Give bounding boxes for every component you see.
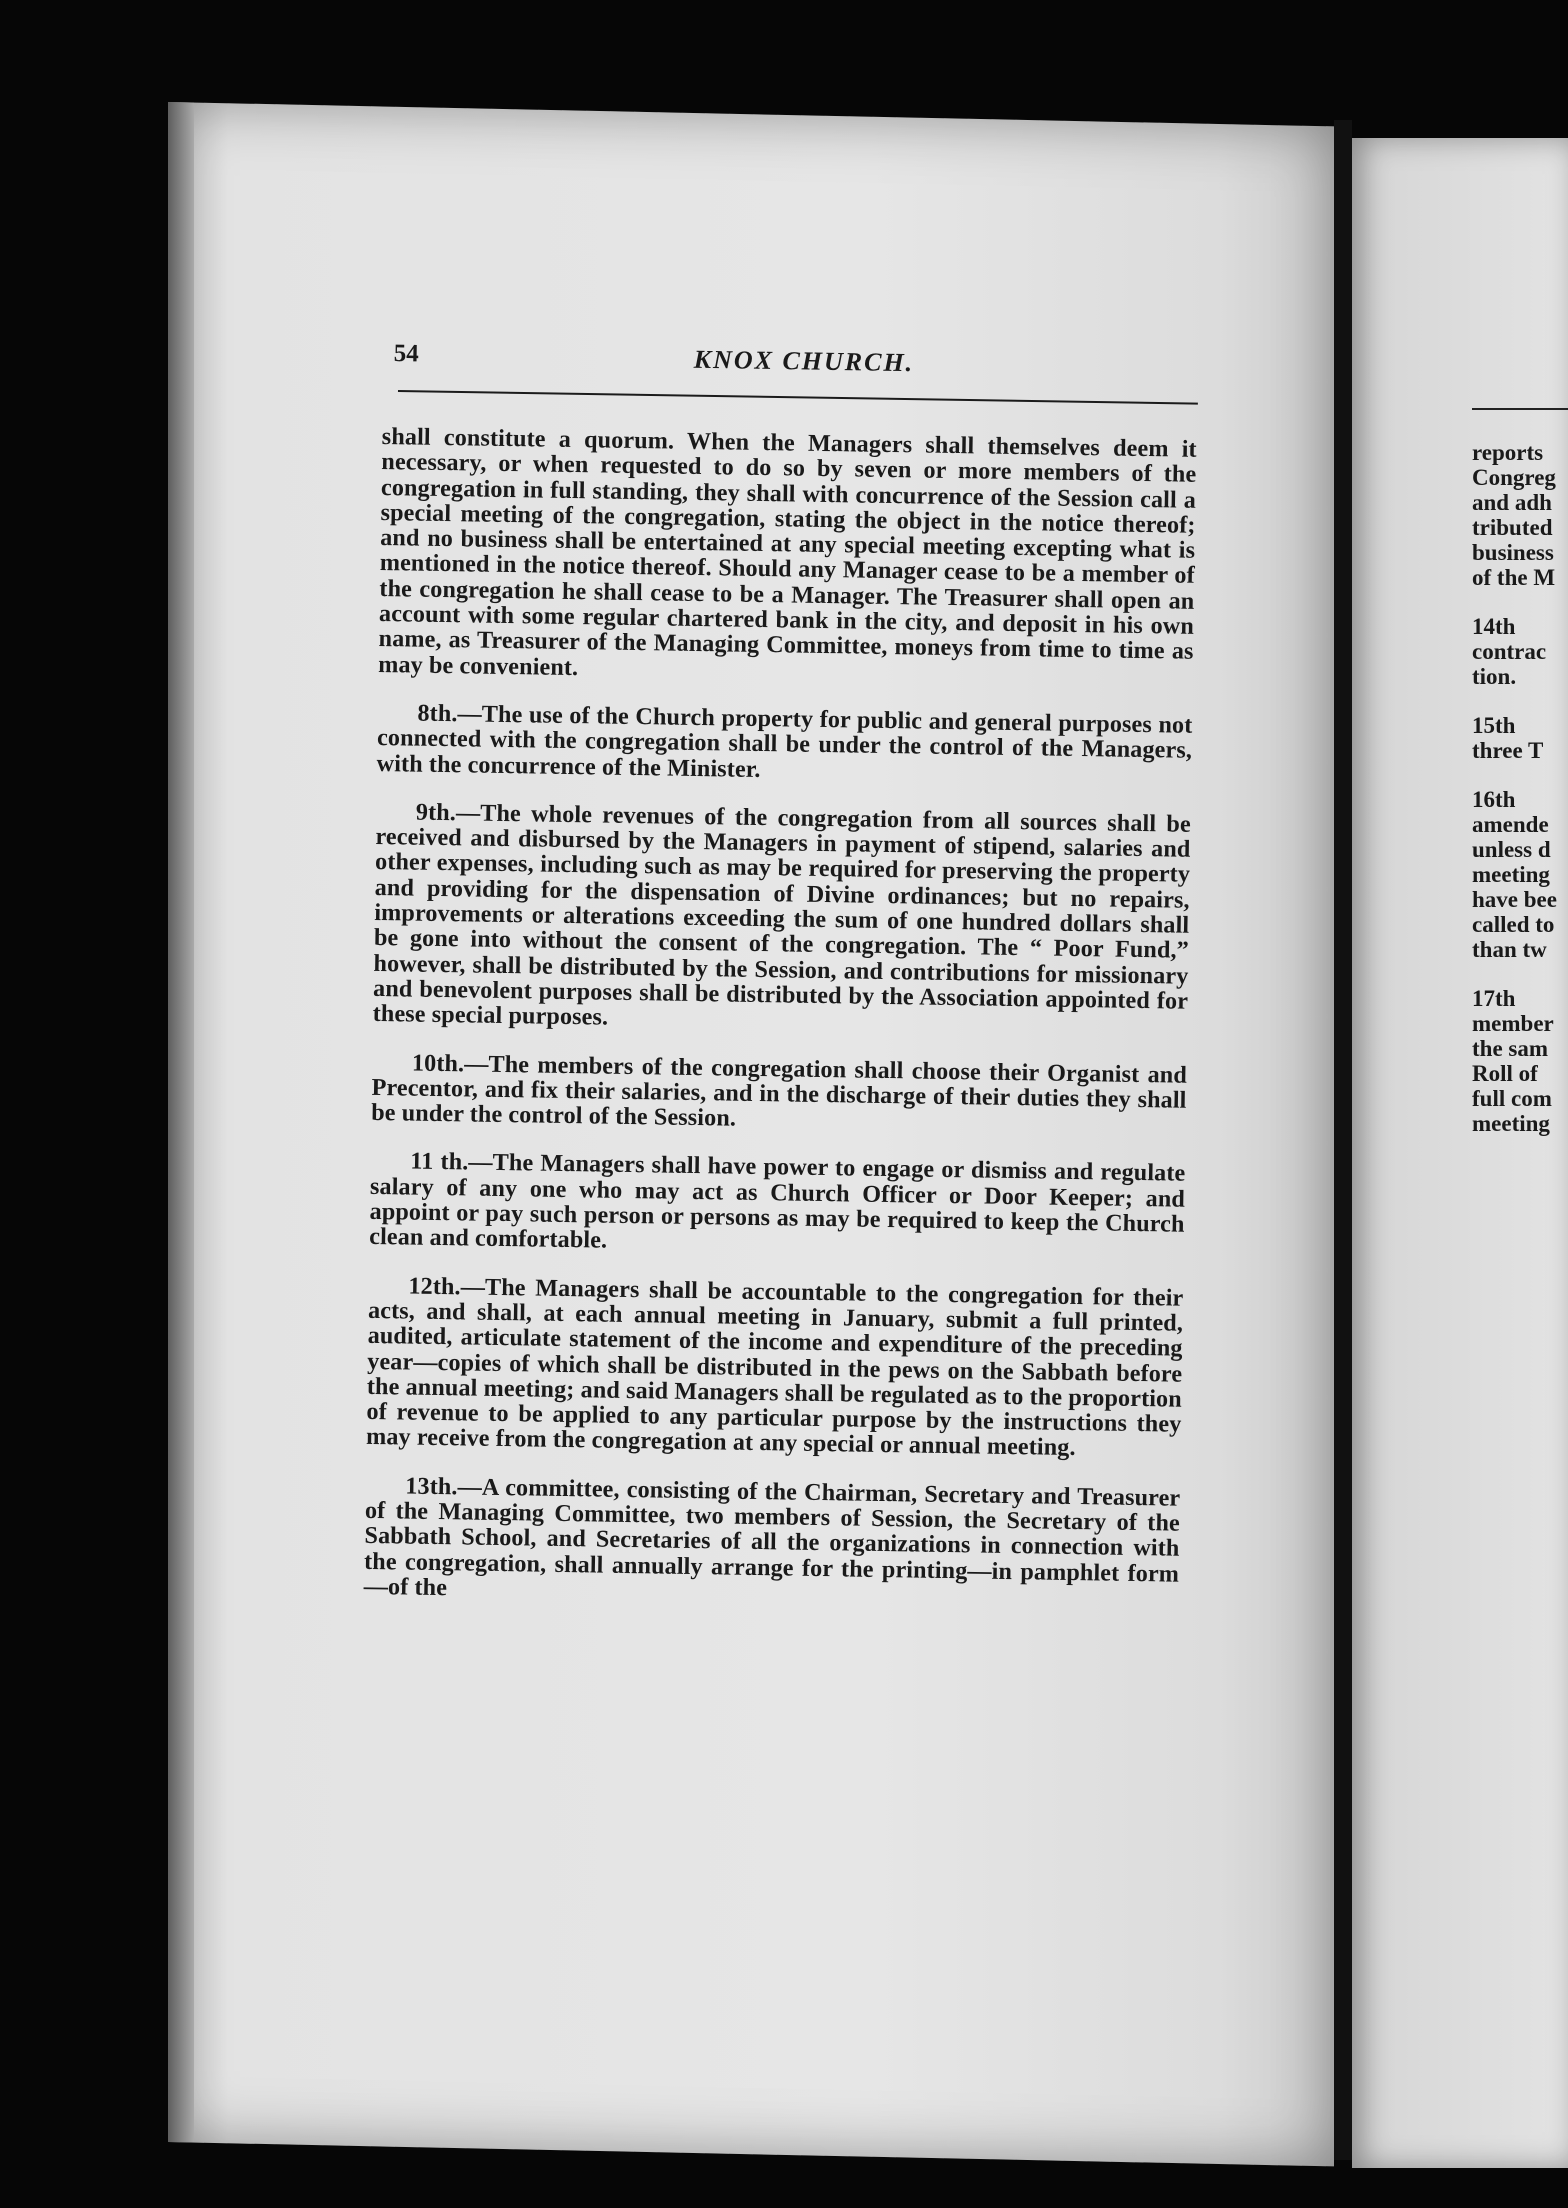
right-line-blank [1472,962,1568,986]
right-line: reports [1472,440,1544,465]
right-line: member [1472,1011,1554,1036]
right-line: contrac [1472,639,1547,664]
right-line: Roll of [1472,1061,1538,1086]
paragraph-10th: 10th.—The members of the congregation shall choose their Organist and Precentor, and fix their salaries, and in the discharge of their duties they shall be under the control of the Session. [370,1049,1188,1132]
paragraph-9th: 9th.—The whole revenues of the congregation from all sources shall be received and disbursed by the Managers in payment of stipend, salaries and other expenses, including such as may be required for preserving the property and providing for the dispensation of Divine ordinances; but no repairs, improvements or alterations exceeding the sum of one hundred dollars shall be gone into without the consent of the congregation. The “ Poor Fund,” however, shall be distributed by the Session, and contributions for missionary and benevolent purposes shall be distributed by the Association appointed for these special purposes. [372,798,1192,1031]
right-line: 16th [1472,787,1516,812]
left-page-edge [168,102,194,2143]
right-line: 15th [1472,713,1516,738]
right-line: tributed [1472,515,1553,540]
paragraph-13th: 13th.—A committee, consisting of the Chairman, Secretary and Treasurer of the Managing Committee, two members of Session, the Secretary of the Sabbath School, and Secretaries of all the organizations in connection with the congregation, shall annually arrange for the printing—in pamphlet form—of the [363,1472,1181,1602]
right-line: 17th [1472,986,1516,1011]
right-line: and adh [1472,490,1552,515]
right-line: Congreg [1472,465,1556,490]
right-page-head-rule [1472,408,1568,410]
right-line: called to [1472,912,1555,937]
right-line: unless d [1472,837,1551,862]
book-gutter [1334,120,1352,2160]
left-page-body [364,424,1197,1612]
right-line: three T [1472,738,1544,763]
paragraph-12th: 12th.—The Managers shall be accountable to the congregation for their acts, and shall, at each annual meeting in January, submit a full printed, audited, articulate statement of the income and expenditure of the preceding year—copies of which shall be distributed in the pews on the Sabbath before the annual meeting; and said Managers shall be regulated as to the proportion of revenue to be applied to any particular purpose by the instructions they may receive from the congregation at any special or annual meeting. [365,1272,1184,1462]
paragraph-8th: 8th.—The use of the Church property for public and general purposes not connected with the congregation shall be under the control of the Managers, with the concurrence of the Minister. [376,699,1193,783]
page-number: 54 [393,340,419,368]
right-line: meeting [1472,862,1550,887]
paragraph-7th-continued: shall constitute a quorum. When the Managers shall themselves deem it necessary, or when requested to do so by seven or more members of the congregation in full standing, they shall with concurrence of the Session call a special meeting of the congregation, stating the object in the notice thereof; and no business shall be entertained at any special meeting excepting what is mentioned in the notice thereof. Should any Manager cease to be a member of the congregation he shall cease to be a Manager. The Treasurer shall open an account with some regular chartered bank in the city, and deposit in his own name, as Treasurer of the Managing Committee, moneys from time to time as may be convenient. [378,423,1197,681]
running-head: KNOX CHURCH. [693,344,915,378]
right-line: 14th [1472,614,1516,639]
right-line: amende [1472,812,1549,837]
paragraph-11th: 11 th.—The Managers shall have power to engage or dismiss and regulate salary of any one who may act as Church Officer or Door Keeper; and appoint or pay such person or persons as may be required to keep the Church clean and comfortable. [369,1147,1186,1254]
right-line: meeting [1472,1111,1550,1136]
right-line: full com [1472,1086,1552,1111]
right-line-blank [1472,689,1568,713]
right-line: than tw [1472,937,1547,962]
right-line-blank [1472,763,1568,787]
right-line: of the M [1472,565,1556,590]
right-line: business [1472,540,1554,565]
right-line: tion. [1472,664,1517,689]
right-page-text [1472,440,1568,1136]
right-line: the sam [1472,1036,1549,1061]
right-line-blank [1472,590,1568,614]
right-line: have bee [1472,887,1557,912]
